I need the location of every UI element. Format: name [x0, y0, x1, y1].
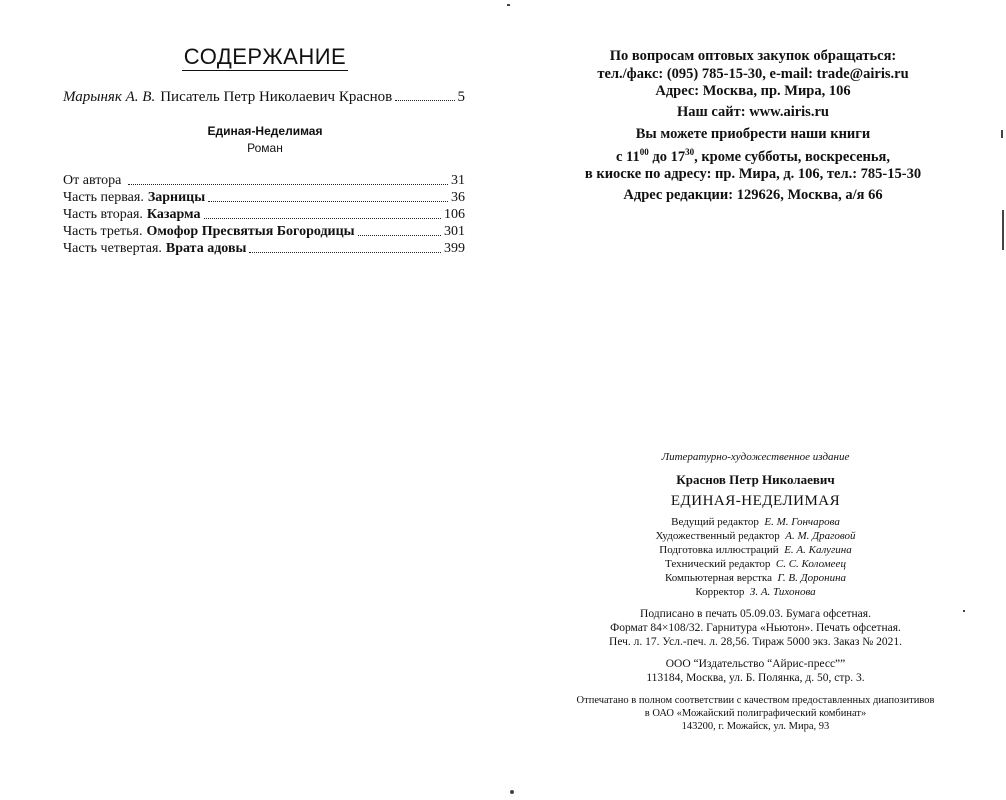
shop-info — [553, 126, 953, 183]
intro-page: 5 — [457, 89, 465, 105]
staff-list — [533, 515, 978, 599]
printer-details — [533, 694, 978, 733]
toc-page: 36 — [451, 190, 465, 205]
toc-name: Казарма — [146, 207, 201, 222]
dot-leader — [208, 189, 448, 202]
toc-part: От автора — [63, 173, 122, 188]
publisher-line: 113184, Москва, ул. Б. Полянка, д. 50, стр. 3. — [646, 672, 865, 684]
site-line: Наш сайт: www.airis.ru — [677, 104, 829, 120]
staff-row: Компьютерная верстка Г. В. Доронина — [664, 572, 847, 584]
printer-line: Отпечатано в полном соответствии с качеством предоставленных диапозитивов — [576, 695, 935, 706]
toc-entry — [63, 189, 465, 206]
publisher-details — [533, 657, 978, 685]
toc-name: Зарницы — [147, 190, 206, 205]
work-subtitle: Роман — [247, 141, 283, 155]
dot-leader — [358, 223, 441, 236]
toc-entry — [63, 223, 465, 240]
scan-mark — [1002, 210, 1004, 250]
toc-part: Часть четвертая. — [63, 241, 162, 256]
editorial-line: Адрес редакции: 129626, Москва, а/я 66 — [623, 187, 883, 203]
toc-entry — [63, 206, 465, 223]
publisher-line: ООО “Издательство “Айрис-пресс”” — [665, 658, 846, 670]
shop-line: Вы можете приобрести наши книги — [635, 126, 871, 142]
dot-leader — [249, 240, 441, 253]
imprint-title: ЕДИНАЯ-НЕДЕЛИМАЯ — [670, 493, 841, 509]
toc-part: Часть вторая. — [63, 207, 143, 222]
edition-type: Литературно-художественное издание — [661, 451, 850, 463]
work-title: Единая-Неделимая — [207, 124, 323, 138]
staff-row: Технический редактор С. С. Коломеец — [665, 558, 846, 570]
scan-mark — [510, 790, 514, 794]
intro-entry — [63, 89, 465, 106]
contents-heading: СОДЕРЖАНИЕ — [183, 44, 347, 69]
site-info — [553, 104, 953, 122]
dot-leader — [395, 89, 454, 101]
toc-entry — [63, 172, 465, 189]
staff-row: Ведущий редактор Е. М. Гончарова — [671, 516, 840, 528]
toc-part: Часть первая. — [63, 190, 144, 205]
wholesale-line: По вопросам оптовых закупок обращаться: — [609, 48, 897, 64]
wholesale-line: тел./факс: (095) 785-15-30, e-mail: trade@airis.ru — [597, 65, 909, 82]
shop-line: в киоске по адресу: пр. Мира, д. 106, тел.: 785-15-30 — [584, 165, 922, 182]
contents-list — [63, 172, 465, 257]
intro-author: Марыняк А. В. — [63, 89, 156, 105]
staff-row: Корректор З. А. Тихонова — [695, 586, 816, 598]
intro-title: Писатель Петр Николаевич Краснов — [160, 89, 393, 105]
toc-part: Часть третья. — [63, 224, 143, 239]
toc-page: 399 — [444, 241, 465, 256]
imprint-author: Краснов Петр Николаевич — [676, 472, 835, 487]
toc-page: 301 — [444, 224, 465, 239]
imprint-block — [533, 450, 978, 733]
print-line: Подписано в печать 05.09.03. Бумага офсетная. — [640, 608, 871, 620]
toc-page: 31 — [451, 173, 465, 188]
toc-entry — [63, 240, 465, 257]
scan-mark — [507, 4, 510, 6]
toc-name: Врата адовы — [165, 241, 247, 256]
print-details — [533, 607, 978, 649]
toc-name: Омофор Пресвятыя Богородицы — [146, 224, 355, 239]
printer-line: 143200, г. Можайск, ул. Мира, 93 — [681, 721, 830, 732]
imprint-page — [503, 0, 1006, 800]
print-line: Печ. л. 17. Усл.-печ. л. 28,56. Тираж 5000 экз. Заказ № 2021. — [609, 636, 902, 648]
editorial-info — [553, 187, 953, 205]
scan-mark — [1001, 130, 1003, 138]
wholesale-line: Адрес: Москва, пр. Мира, 106 — [655, 83, 851, 99]
printer-line: в ОАО «Можайский полиграфический комбинат» — [644, 708, 867, 719]
print-line: Формат 84×108/32. Гарнитура «Ньютон». Печать офсетная. — [610, 622, 901, 634]
staff-row: Подготовка иллюстраций Е. А. Калугина — [659, 544, 852, 556]
scan-mark — [963, 610, 965, 612]
staff-row: Художественный редактор А. М. Драговой — [655, 530, 856, 542]
wholesale-info — [553, 48, 953, 101]
dot-leader — [128, 172, 448, 185]
toc-page: 106 — [444, 207, 465, 222]
dot-leader — [204, 206, 442, 219]
shop-hours: с $11^{00}$ до $17^{30}$, кроме субботы, воскресенья, — [615, 146, 891, 165]
